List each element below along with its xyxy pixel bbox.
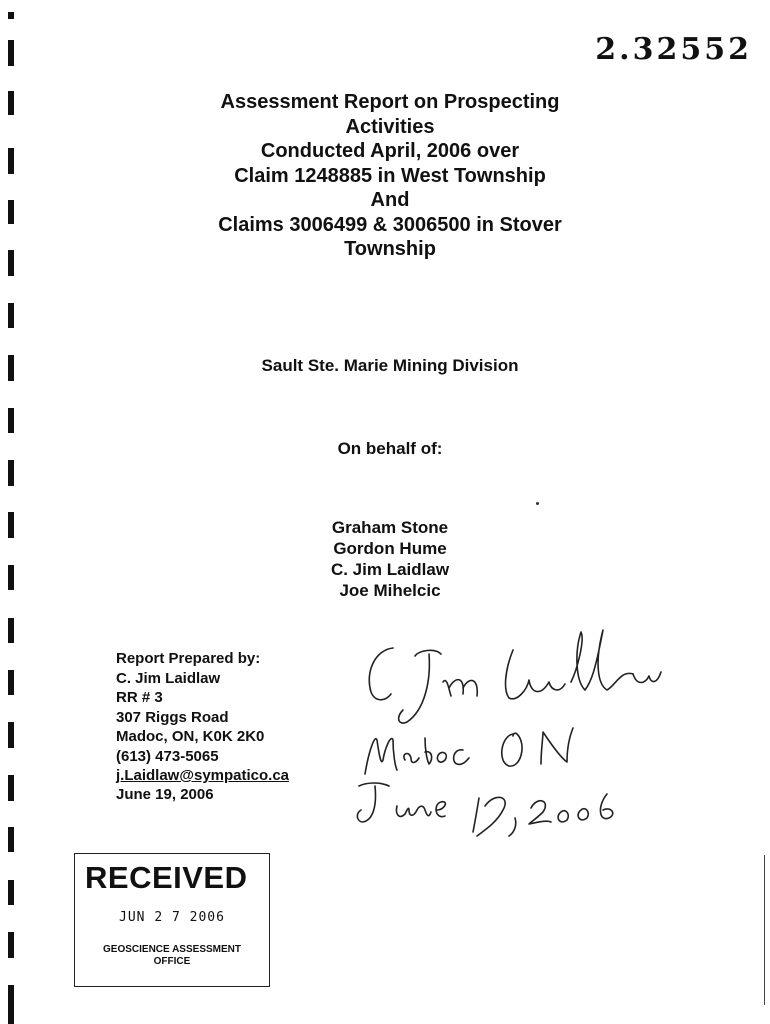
report-title xyxy=(140,90,640,262)
owner-name: C. Jim Laidlaw xyxy=(330,560,450,579)
title-line: And xyxy=(370,189,410,211)
title-line: Assessment Report on Prospecting xyxy=(220,91,560,113)
binder-mark xyxy=(8,355,14,381)
binder-mark xyxy=(8,303,14,328)
page-edge-line xyxy=(764,855,765,1005)
stamp-date: JUN 2 7 2006 xyxy=(119,910,225,925)
on-behalf-label: On behalf of: xyxy=(337,439,443,458)
title-line: Claims 3006499 & 3006500 in Stover xyxy=(218,213,562,236)
binder-mark xyxy=(8,618,14,643)
report-number: 2.32552 xyxy=(595,32,752,67)
title-line: Township xyxy=(344,238,436,260)
preparer-name: C. Jim Laidlaw xyxy=(116,669,221,687)
binder-mark xyxy=(8,670,14,695)
binder-mark xyxy=(8,775,14,801)
stray-dot xyxy=(536,502,539,505)
binder-mark xyxy=(8,932,14,958)
binder-mark xyxy=(8,722,14,748)
preparer-street: 307 Riggs Road xyxy=(116,708,229,726)
owner-name: Graham Stone xyxy=(331,518,449,537)
owner-name: Joe Mihelcic xyxy=(339,581,441,600)
preparer-rr: RR # 3 xyxy=(116,689,163,706)
handwritten-signature xyxy=(345,610,685,840)
title-line: Claim 1248885 in West Township xyxy=(234,164,546,187)
binder-mark xyxy=(8,250,14,276)
owner-name: Gordon Hume xyxy=(333,539,447,558)
owner-list xyxy=(140,517,640,601)
binder-mark xyxy=(8,12,14,19)
preparer-city: Madoc, ON, K0K 2K0 xyxy=(116,728,265,745)
binder-mark xyxy=(8,985,14,1024)
preparer-block xyxy=(116,649,289,786)
binder-mark xyxy=(8,827,14,852)
report-date: June 19, 2006 xyxy=(116,786,214,803)
stamp-office-line: GEOSCIENCE ASSESSMENT xyxy=(103,944,241,955)
preparer-email-link[interactable]: j.Laidlaw@sympatico.ca xyxy=(116,767,290,784)
mining-division: Sault Ste. Marie Mining Division xyxy=(261,356,519,375)
binder-mark xyxy=(8,200,14,224)
binder-mark xyxy=(8,148,14,174)
preparer-label: Report Prepared by: xyxy=(116,650,261,667)
title-line: Conducted April, 2006 over xyxy=(260,140,520,162)
binder-mark xyxy=(8,565,14,590)
title-line: Activities xyxy=(345,115,435,138)
preparer-phone: (613) 473-5065 xyxy=(116,747,219,765)
binder-mark xyxy=(8,40,14,66)
stamp-office xyxy=(75,944,269,968)
binder-mark xyxy=(8,512,14,538)
binder-mark xyxy=(8,460,14,486)
stamp-heading: RECEIVED xyxy=(85,860,248,895)
stamp-office-line: OFFICE xyxy=(153,956,191,967)
binder-mark xyxy=(8,408,14,433)
binder-mark xyxy=(8,880,14,905)
binder-mark xyxy=(8,91,14,115)
received-stamp xyxy=(74,853,270,987)
